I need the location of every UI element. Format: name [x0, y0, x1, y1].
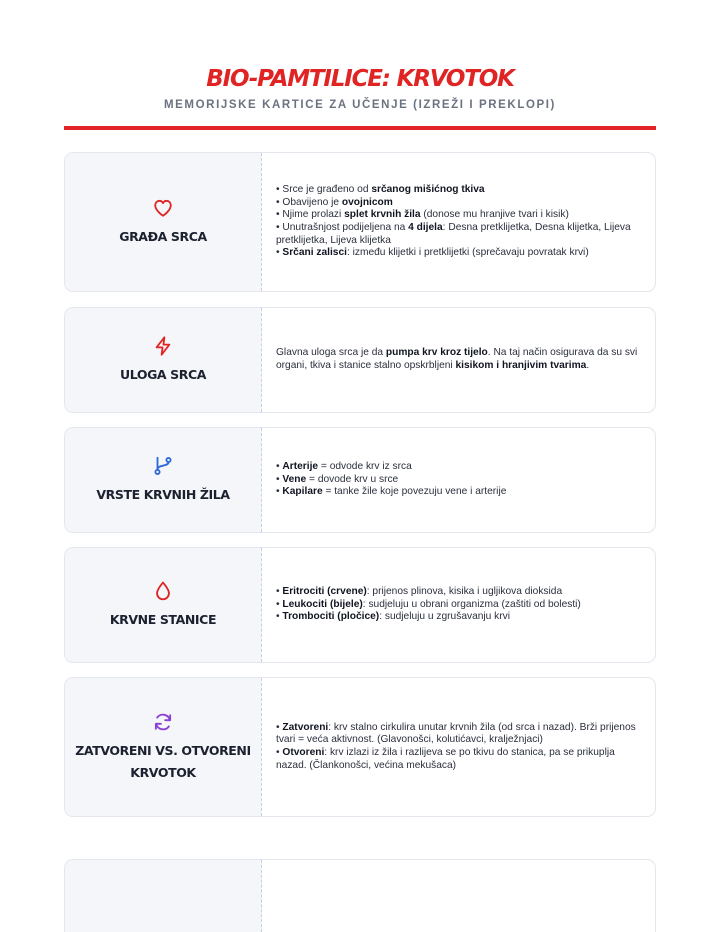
header-divider [64, 126, 656, 130]
card-line: • Trombociti (pločice): sudjeluju u zgrušavanju krvi [276, 611, 511, 623]
card-line: • Eritrociti (crvene): prijenos plinova, kisika i ugljikova dioksida [276, 586, 563, 598]
card-line: • Arterije = odvode krv iz srca [276, 461, 412, 473]
heart-icon [152, 197, 174, 219]
card-back [262, 548, 655, 662]
page-header [0, 64, 720, 112]
card-line: • Srčani zalisci: između klijetki i pretklijetki (sprečavaju povratak krvi) [276, 247, 589, 259]
card-title: GRAĐA SRCA [119, 228, 207, 244]
card-front [65, 153, 262, 291]
card-back [262, 678, 655, 816]
card-title: ULOGA SRCA [119, 366, 207, 382]
flashcard-vrste-krvnih-zila [64, 427, 656, 533]
card-line: • Vene = dovode krv u srce [276, 473, 399, 485]
card-back [262, 860, 655, 932]
card-line: • Leukociti (bijele): sudjeluju u obrani organizma (zaštiti od bolesti) [276, 598, 581, 610]
card-line: • Obavijeno je ovojnicom [276, 196, 393, 208]
card-line: • Zatvoreni: krv stalno cirkulira unutar krvnih žila (od srca i nazad). Brži prijenos tvari = veća aktivnost. (Glavonošci, kolutićavci, kralježnjaci) [276, 721, 636, 746]
card-back [262, 308, 655, 412]
card-paragraph: Glavna uloga srca je da pumpa krv kroz tijelo. Na taj način osigurava da su svi organi, tkiva i stanice stalno opskrbljeni kisikom i hranjivim tvarima. [276, 347, 638, 371]
page-subtitle: MEMORIJSKE KARTICE ZA UČENJE (IZREŽI I PREKLOPI) [163, 99, 556, 111]
cycle-icon [152, 711, 174, 733]
card-title: KRVNE STANICE [109, 611, 217, 627]
card-front [65, 548, 262, 662]
card-title: ZATVORENI VS. OTVORENI KRVOTOK [75, 742, 251, 780]
card-front [65, 428, 262, 532]
card-line: • Njime prolazi splet krvnih žila (donose mu hranjive tvari i kisik) [276, 209, 569, 221]
droplet-icon [152, 580, 174, 602]
card-front [65, 308, 262, 412]
card-line: • Otvoreni: krv izlazi iz žila i razlijeva se po tkivu do stanica, pa se prikuplja nazad. (Člankonošci, većina mekušaca) [276, 747, 615, 771]
flashcard-partial [64, 859, 656, 932]
flashcard-grada-srca [64, 152, 656, 292]
flashcard-zatvoreni-otvoreni-krvotok [64, 677, 656, 817]
card-line: • Kapilare = tanke žile koje povezuju vene i arterije [276, 486, 507, 498]
page-title: BIO-PAMTILICE: KRVOTOK [206, 66, 514, 92]
lightning-icon [152, 335, 174, 357]
flashcard-krvne-stanice [64, 547, 656, 663]
card-line: • Srce je građeno od srčanog mišićnog tkiva [276, 184, 485, 196]
flashcard-uloga-srca [64, 307, 656, 413]
card-line: • Unutrašnjost podijeljena na 4 dijela: Desna pretklijetka, Desna klijetka, Lijeva pretklijetka, Lijeva klijetka [276, 222, 631, 246]
card-front [65, 678, 262, 816]
card-back [262, 428, 655, 532]
card-front [65, 860, 262, 932]
branch-icon [152, 455, 174, 477]
card-back [262, 153, 655, 291]
card-title: VRSTE KRVNIH ŽILA [96, 486, 230, 502]
